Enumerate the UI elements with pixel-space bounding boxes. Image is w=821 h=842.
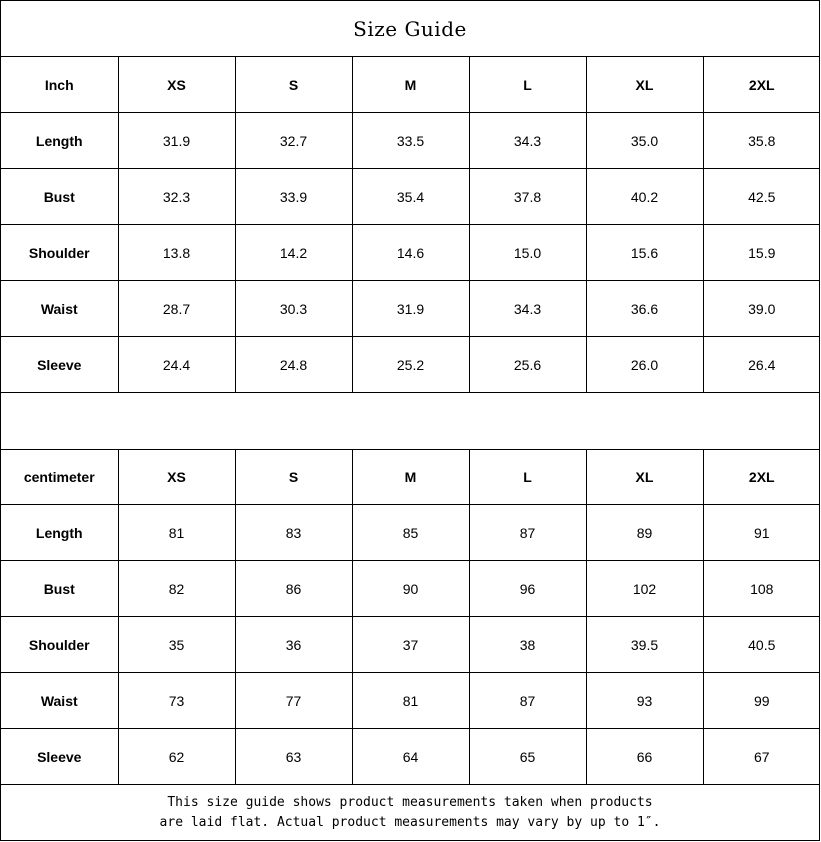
table-cell: 33.5 [352,113,469,169]
table-cell: 25.6 [469,337,586,393]
centimeter-size-table [1,449,820,785]
table-cell: 77 [235,673,352,729]
table-row [1,505,820,561]
row-label-shoulder: Shoulder [1,225,118,281]
table-cell: 24.4 [118,337,235,393]
row-label-bust: Bust [1,169,118,225]
table-cell: 102 [586,561,703,617]
table-cell: 65 [469,729,586,785]
table-cell: 33.9 [235,169,352,225]
inch-unit-label: Inch [1,57,118,113]
table-cell: 24.8 [235,337,352,393]
table-cell: 13.8 [118,225,235,281]
table-cell: 37.8 [469,169,586,225]
table-cell: 31.9 [118,113,235,169]
row-label-sleeve: Sleeve [1,337,118,393]
table-cell: 42.5 [703,169,820,225]
table-row [1,113,820,169]
table-cell: 25.2 [352,337,469,393]
table-cell: 37 [352,617,469,673]
table-cell: 73 [118,673,235,729]
table-cell: 35.0 [586,113,703,169]
table-row [1,617,820,673]
table-cell: 63 [235,729,352,785]
table-cell: 35.8 [703,113,820,169]
table-cell: 91 [703,505,820,561]
table-cell: 66 [586,729,703,785]
row-label-waist: Waist [1,673,118,729]
table-cell: 35 [118,617,235,673]
table-cell: 86 [235,561,352,617]
table-cell: 31.9 [352,281,469,337]
row-label-waist: Waist [1,281,118,337]
table-cell: 15.0 [469,225,586,281]
size-header-xl: XL [586,57,703,113]
table-cell: 38 [469,617,586,673]
table-cell: 90 [352,561,469,617]
table-row [1,169,820,225]
table-cell: 14.2 [235,225,352,281]
table-cell: 99 [703,673,820,729]
cm-header-row [1,449,820,505]
table-row [1,225,820,281]
table-cell: 89 [586,505,703,561]
table-cell: 108 [703,561,820,617]
size-header-l: L [469,57,586,113]
table-row [1,561,820,617]
size-header-2xl: 2XL [703,57,820,113]
size-header-xl: XL [586,449,703,505]
table-cell: 36.6 [586,281,703,337]
measurement-note [1,785,819,840]
row-label-length: Length [1,113,118,169]
note-line-1: This size guide shows product measurements taken when products [167,794,653,810]
table-cell: 81 [118,505,235,561]
size-header-m: M [352,57,469,113]
table-cell: 30.3 [235,281,352,337]
size-guide-title: Size Guide [1,1,819,57]
table-cell: 35.4 [352,169,469,225]
table-cell: 26.4 [703,337,820,393]
table-cell: 28.7 [118,281,235,337]
table-cell: 93 [586,673,703,729]
table-row [1,281,820,337]
table-cell: 83 [235,505,352,561]
table-cell: 87 [469,505,586,561]
size-header-s: S [235,57,352,113]
size-header-xs: XS [118,449,235,505]
table-row [1,673,820,729]
table-cell: 87 [469,673,586,729]
size-header-xs: XS [118,57,235,113]
inch-size-table [1,57,820,393]
table-cell: 85 [352,505,469,561]
row-label-length: Length [1,505,118,561]
table-cell: 82 [118,561,235,617]
table-cell: 62 [118,729,235,785]
row-label-sleeve: Sleeve [1,729,118,785]
cm-unit-label: centimeter [1,449,118,505]
table-row [1,729,820,785]
table-cell: 81 [352,673,469,729]
table-cell: 96 [469,561,586,617]
row-label-bust: Bust [1,561,118,617]
table-cell: 15.6 [586,225,703,281]
size-header-2xl: 2XL [703,449,820,505]
size-header-m: M [352,449,469,505]
table-cell: 14.6 [352,225,469,281]
table-cell: 40.5 [703,617,820,673]
table-cell: 34.3 [469,281,586,337]
table-cell: 67 [703,729,820,785]
size-header-s: S [235,449,352,505]
table-cell: 36 [235,617,352,673]
table-cell: 32.7 [235,113,352,169]
table-cell: 40.2 [586,169,703,225]
table-cell: 39.5 [586,617,703,673]
table-cell: 15.9 [703,225,820,281]
table-row [1,337,820,393]
table-cell: 39.0 [703,281,820,337]
row-label-shoulder: Shoulder [1,617,118,673]
table-cell: 34.3 [469,113,586,169]
table-cell: 64 [352,729,469,785]
size-header-l: L [469,449,586,505]
inch-header-row [1,57,820,113]
table-cell: 26.0 [586,337,703,393]
note-line-2: are laid flat. Actual product measurements may vary by up to 1″. [159,814,661,830]
table-spacer [1,393,819,450]
table-cell: 32.3 [118,169,235,225]
